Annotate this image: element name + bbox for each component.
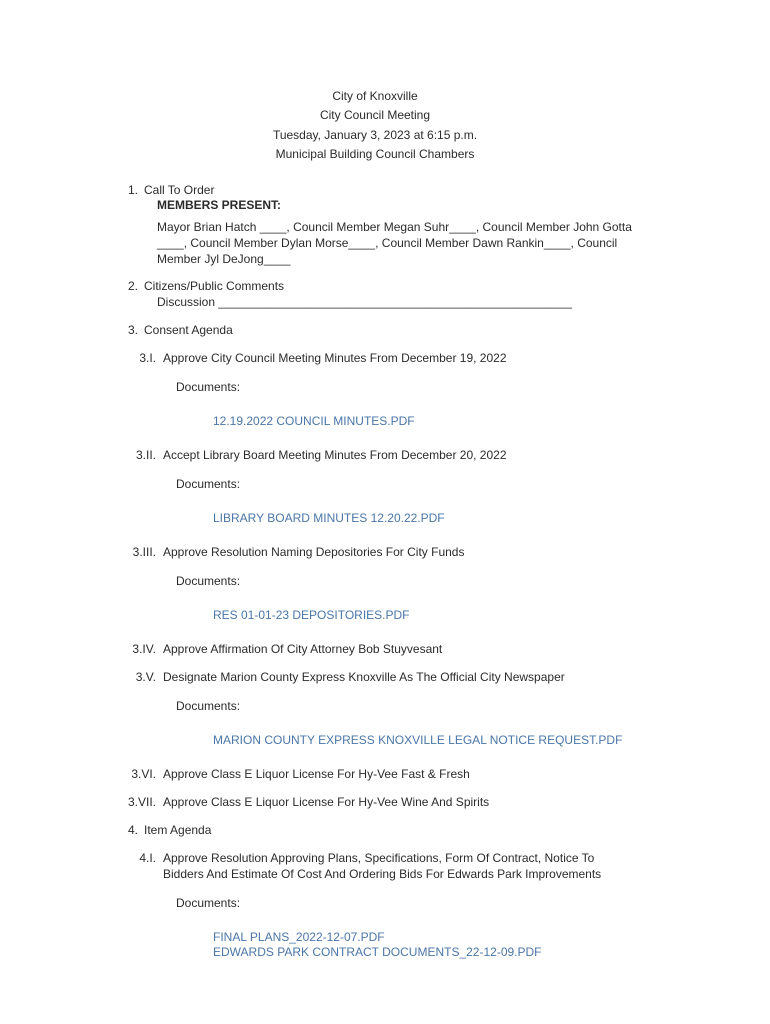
- members-line: Mayor Brian Hatch ____, Council Member Megan Suhr____, Council Member John Gotta: [157, 220, 632, 234]
- document-link[interactable]: MARION COUNTY EXPRESS KNOXVILLE LEGAL NOTICE REQUEST.PDF: [213, 733, 623, 747]
- section-number: 1.: [127, 183, 138, 197]
- item-title: Approve Class E Liquor License For Hy-Vee Wine And Spirits: [163, 795, 490, 809]
- meeting-title: City Council Meeting: [319, 108, 431, 122]
- section-title-consent-agenda: Consent Agenda: [144, 323, 233, 337]
- item-number: 3.II.: [135, 448, 156, 462]
- item-number: 3.III.: [132, 545, 156, 559]
- documents-label: Documents:: [176, 699, 241, 713]
- item-number: 3.VII.: [127, 795, 156, 809]
- document-link[interactable]: EDWARDS PARK CONTRACT DOCUMENTS_22-12-09.PDF: [213, 945, 542, 959]
- item-number: 3.VI.: [131, 767, 156, 781]
- city-name: City of Knoxville: [332, 89, 418, 103]
- section-title-call-to-order: Call To Order: [144, 183, 215, 197]
- item-title: Approve Affirmation Of City Attorney Bob Stuyvesant: [163, 642, 443, 656]
- item-title: Approve Class E Liquor License For Hy-Vee Fast & Fresh: [163, 767, 470, 781]
- section-title-public-comments: Citizens/Public Comments: [144, 279, 285, 293]
- item-title: Accept Library Board Meeting Minutes From December 20, 2022: [163, 448, 507, 462]
- discussion-line: Discussion _____________________________________________________: [157, 295, 573, 309]
- section-number: 2.: [127, 279, 138, 293]
- item-number: 3.V.: [135, 670, 156, 684]
- item-title: Designate Marion County Express Knoxville As The Official City Newspaper: [163, 670, 565, 684]
- meeting-location: Municipal Building Council Chambers: [275, 147, 475, 161]
- item-number: 3.IV.: [132, 642, 156, 656]
- item-number: 4.I.: [139, 851, 156, 865]
- item-number: 3.I.: [139, 351, 156, 365]
- members-present-heading: MEMBERS PRESENT:: [157, 198, 282, 212]
- documents-label: Documents:: [176, 574, 241, 588]
- members-line: ____, Council Member Dylan Morse____, Council Member Dawn Rankin____, Council: [157, 236, 618, 250]
- documents-label: Documents:: [176, 477, 241, 491]
- document-link[interactable]: LIBRARY BOARD MINUTES 12.20.22.PDF: [213, 511, 445, 525]
- documents-label: Documents:: [176, 896, 241, 910]
- item-title: Approve Resolution Naming Depositories For City Funds: [163, 545, 465, 559]
- section-number: 3.: [127, 323, 138, 337]
- members-line: Member Jyl DeJong____: [157, 252, 291, 266]
- document-link[interactable]: FINAL PLANS_2022-12-07.PDF: [213, 930, 385, 944]
- item-title: Bidders And Estimate Of Cost And Ordering Bids For Edwards Park Improvements: [163, 867, 602, 881]
- item-title: Approve City Council Meeting Minutes From December 19, 2022: [163, 351, 507, 365]
- documents-label: Documents:: [176, 380, 241, 394]
- meeting-date: Tuesday, January 3, 2023 at 6:15 p.m.: [272, 128, 478, 142]
- document-link[interactable]: 12.19.2022 COUNCIL MINUTES.PDF: [213, 414, 415, 428]
- section-title-item-agenda: Item Agenda: [144, 823, 212, 837]
- item-title: Approve Resolution Approving Plans, Specifications, Form Of Contract, Notice To: [163, 851, 595, 865]
- document-link[interactable]: RES 01-01-23 DEPOSITORIES.PDF: [213, 608, 410, 622]
- section-number: 4.: [127, 823, 138, 837]
